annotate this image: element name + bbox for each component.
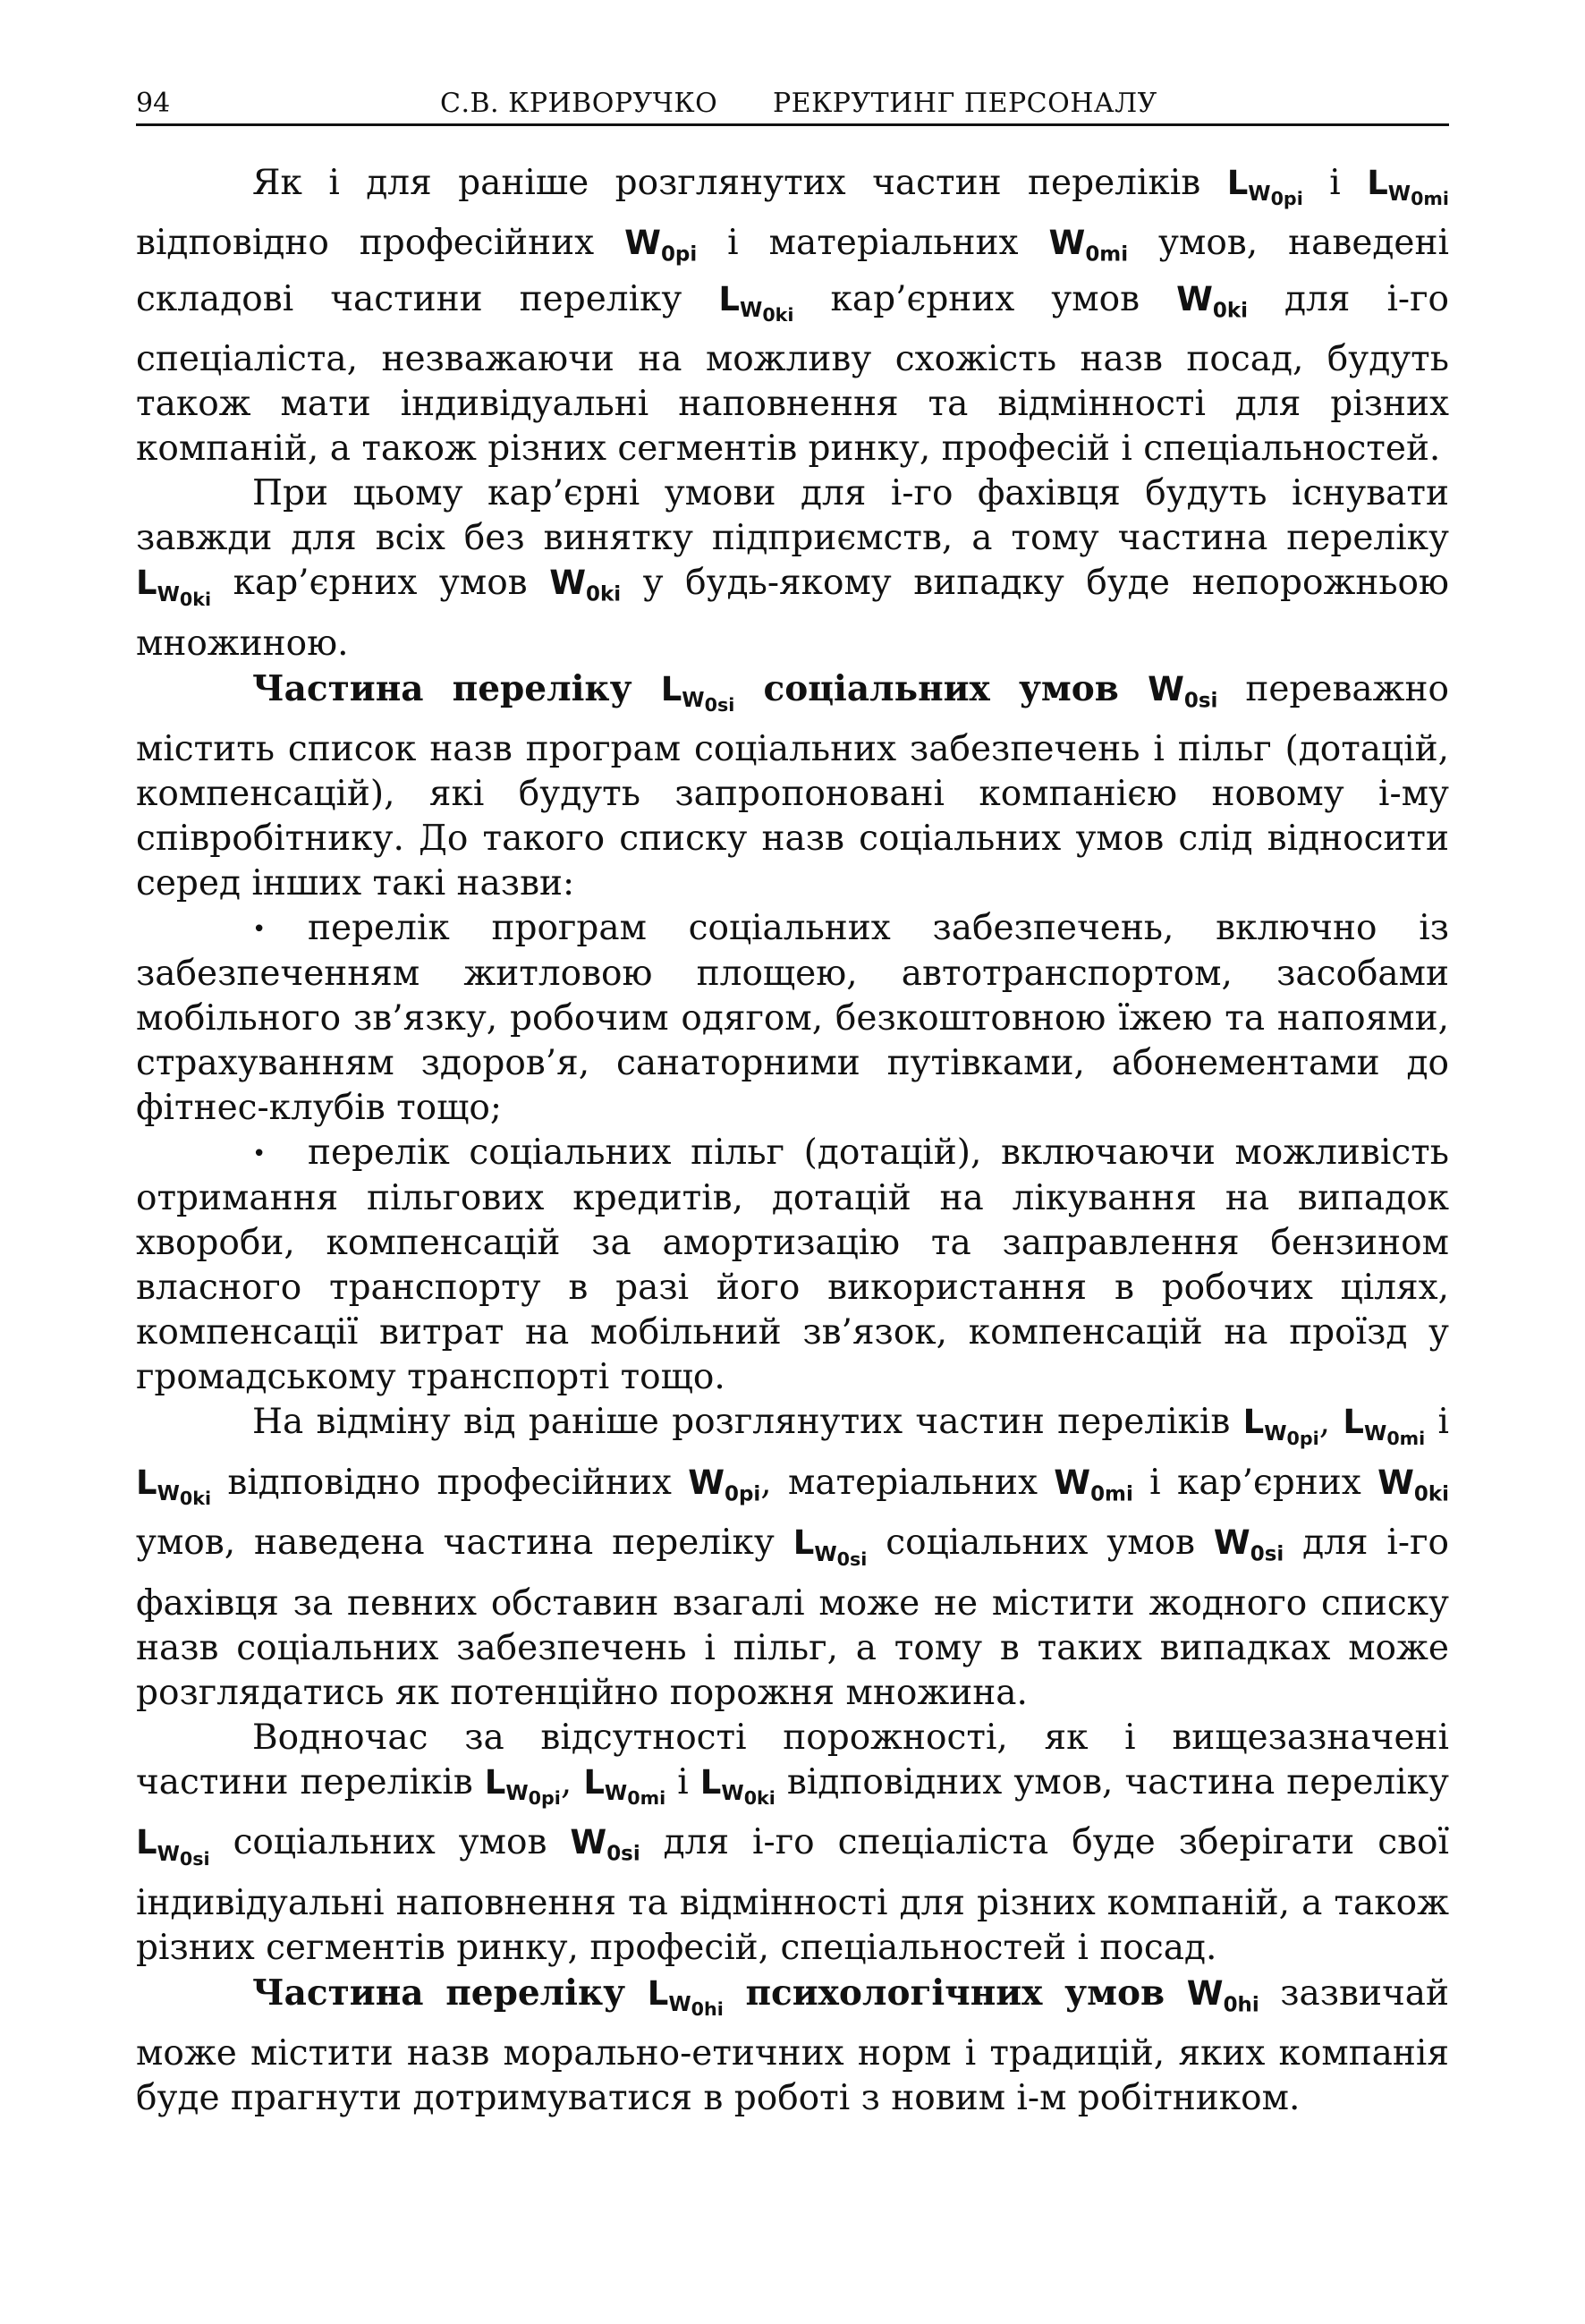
math-symbol: $W_{0mi}$ xyxy=(1054,1463,1133,1506)
math-symbol: $W_{0pi}$ xyxy=(688,1463,761,1506)
math-symbol: $L_{W_{0mi}}$ xyxy=(583,1762,666,1810)
page-number: 94 xyxy=(136,88,171,119)
math-symbol: $W_{0mi}$ xyxy=(1048,224,1129,267)
math-symbol: $L_{W_{0hi}}$ xyxy=(647,1973,724,2021)
header-author: С.В. КРИВОРУЧКО xyxy=(440,88,718,119)
math-symbol: $L_{W_{0ki}}$ xyxy=(718,279,794,327)
math-symbol: $L_{W_{0pi}}$ xyxy=(484,1762,561,1810)
bold-term: Частина переліку xyxy=(252,1972,648,2014)
bold-term: психологічних умов xyxy=(723,1972,1187,2014)
paragraph: На відміну від раніше розглянутих частин переліків $L_{W_{0pi}}$, $L_{W_{0mi}}$ і $L_{W_{0ki}}$ відповідно професійних $W_{0pi}$, матеріальних $W_{0mi}$ і кар’єрних $W_{0ki}$ умов, наведена частина переліку $L_{W_{0si}}$ соціальних умов $W_{0si}$ для і-го фахівця за певних обставин взагалі може не містити жодного списку назв соціальних забезпечень і пільг, а тому в таких випадках може розглядатись як потенційно порожня множина. xyxy=(136,1402,1450,1713)
math-symbol: $L_{W_{0si}}$ xyxy=(792,1523,868,1570)
paragraph: Частина переліку $L_{W_{0si}}$ соціальних умов $W_{0si}$ переважно містить список назв програм соціальних забезпечень і пільг (дотацій, компенсацій), які будуть запропоновані компанією новому і-му співробітнику. До такого списку назв соціальних умов слід відносити серед інших такі назви: xyxy=(136,667,1450,904)
math-symbol: $W_{0si}$ xyxy=(1213,1523,1284,1566)
bold-term: Частина переліку xyxy=(252,667,661,709)
math-symbol: $L_{W_{0pi}}$ xyxy=(1242,1403,1319,1449)
math-symbol: $L_{W_{0mi}}$ xyxy=(1367,164,1449,210)
math-symbol: $W_{0ki}$ xyxy=(549,564,622,606)
paragraph: Водночас за відсутності порожності, як і вищезазначені частини переліків $L_{W_{0pi}}$, $L_{W_{0mi}}$ і $L_{W_{0ki}}$ відповідних умов, частина переліку $L_{W_{0si}}$ соціальних умов $W_{0si}$ для і-го спеціаліста буде зберігати свої індивідуальні наповнення та відмінності для різних компаній, а також різних сегментів ринку, професій, спеціальностей і посад. xyxy=(136,1717,1449,1968)
bullet-icon: • xyxy=(252,916,267,944)
math-symbol: $L_{W_{0si}}$ xyxy=(136,1823,210,1870)
bold-term: соціальних умов xyxy=(734,667,1148,709)
math-symbol: $L_{W_{0ki}}$ xyxy=(699,1762,776,1810)
math-symbol: $L_{W_{0si}}$ xyxy=(660,669,735,717)
math-symbol: $W_{0ki}$ xyxy=(1377,1463,1449,1506)
bullet-text: перелік програм соціальних забезпечень, включно із забезпеченням житловою площею, автотранспортом, засобами мобільного зв’язку, робочим одягом, безкоштовною їжею та напоями, страхуванням здоров’я, санаторними путівками, абонементами до фітнес-клубів тощо; xyxy=(136,908,1449,1129)
math-symbol: $L_{W_{0pi}}$ xyxy=(1226,164,1303,210)
paragraph: Частина переліку $L_{W_{0hi}}$ психологічних умов $W_{0hi}$ зазвичай може містити назв морально-етичних норм і традицій, яких компанія буде прагнути дотримуватися в роботі з новим і-м робітником. xyxy=(136,1972,1449,2119)
math-symbol: $L_{W_{0ki}}$ xyxy=(136,564,212,610)
math-symbol: $W_{0pi}$ xyxy=(624,224,698,267)
bullet-item xyxy=(136,906,1449,1131)
bullet-text: перелік соціальних пільг (дотацій), включаючи можливість отримання пільгових кредитів, дотацій на лікування на випадок хвороби, компенсацій за амортизацію та заправлення бензином власного транспорту в разі його використання в робочих цілях, компенсації витрат на мобільний зв’язок, компенсацій на проїзд у громадському транспорті тощо. xyxy=(136,1132,1449,1398)
header-book-title: РЕКРУТИНГ ПЕРСОНАЛУ xyxy=(773,88,1157,119)
math-symbol: $W_{0ki}$ xyxy=(1176,279,1248,323)
running-header xyxy=(136,79,1449,126)
paragraph: При цьому кар’єрні умови для і-го фахівця будуть існувати завжди для всіх без винятку підприємств, а тому частина переліку $L_{W_{0ki}}$ кар’єрних умов $W_{0ki}$ у будь-якому випадку буде непорожньою множиною. xyxy=(136,473,1449,664)
math-symbol: $L_{W_{0ki}}$ xyxy=(136,1463,212,1510)
math-symbol: $W_{0si}$ xyxy=(570,1823,640,1866)
bullet-item xyxy=(136,1131,1449,1400)
math-symbol: $W_{0si}$ xyxy=(1148,669,1218,713)
math-symbol: $W_{0hi}$ xyxy=(1186,1973,1259,2017)
bullet-icon: • xyxy=(252,1141,267,1168)
paragraph: Як і для раніше розглянутих частин переліків $L_{W_{0pi}}$ і $L_{W_{0mi}}$ відповідно професійних $W_{0pi}$ і матеріальних $W_{0mi}$ умов, наведені складові частини переліку $L_{W_{0ki}}$ кар’єрних умов $W_{0ki}$ для і-го спеціаліста, незважаючи на можливу схожість назв посад, будуть також мати індивідуальні наповнення та відмінності для різних компаній, а також різних сегментів ринку, професій і спеціальностей. xyxy=(136,163,1450,470)
math-symbol: $L_{W_{0mi}}$ xyxy=(1343,1403,1426,1449)
page-body xyxy=(136,161,1449,2121)
